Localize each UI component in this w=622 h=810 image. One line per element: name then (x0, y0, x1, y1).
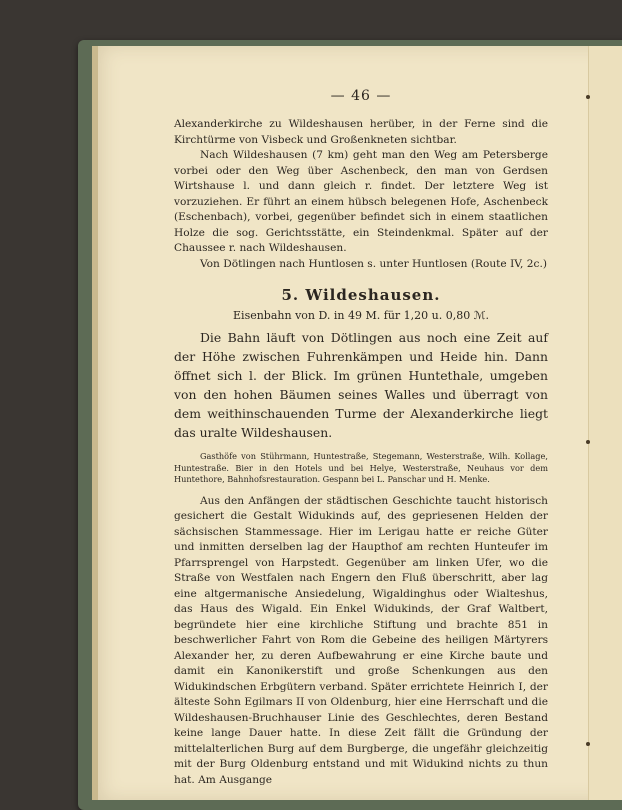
paragraph: Nach Wildeshausen (7 km) geht man den Weg am Petersberge vorbei oder den Weg über Aschenbeck, den man von Gerdsen Wirtshause l. und dann gleich r. findet. Der letztere Weg ist vorzuziehen. Er führt an einem hübsch belegenen Hofe, Aschenbeck (Eschenbach), vorbei, gegenüber befindet sich in einem staatlichen Holze die sog. Gerichtsstätte, ein Steindenkmal. Später auf der Chaussee r. nach Wildeshausen. (174, 149, 548, 254)
hotels-note: Gasthöfe von Stührmann, Huntestraße, Stegemann, Westerstraße, Wilh. Kollage, Huntestraße. Bier in den Hotels und bei Helye, Westerstraße, Neuhaus vor dem Huntethore, Bahnhofsrestauration. Gespann bei L. Panschar und H. Menke. (174, 451, 548, 484)
section-title: 5. Wildeshausen. (281, 286, 441, 304)
next-page-edge (588, 46, 622, 800)
page-content (174, 88, 548, 788)
history-paragraph: Aus den Anfängen der städtischen Geschichte taucht historisch gesichert die Gestalt Widukinds auf, des gepriesenen Helden der sächsischen Stammessage. Hier im Lerigau hatte er reiche Güter und inmitten derselben lag der Haupthof am rechten Hunteufer im Pfarrsprengel von Harpstedt. Gegenüber am linken Ufer, wo die Straße von Westfalen nach Engern den Fluß überschritt, aber lag eine altgermanische Ansiedelung, Wigaldinghus oder Wialteshus, das Haus des Wigald. Ein Enkel Widukinds, der Graf Waltbert, begründete hier eine kirchliche Stiftung und brachte 851 in beschwerlicher Fahrt von Rom die Gebeine des heiligen Märtyrers Alexander her, zu deren Aufbewahrung er eine Kirche baute und damit ein Kanonikerstift und große Schenkungen aus den Widukindschen Erbgütern verband. Später errichtete Heinrich I, der älteste Sohn Egilmars II von Oldenburg, hier eine Herrschaft und die Wildeshausen-Bruchhauser Linie des Geschlechtes, deren Bestand keine lange Dauer hatte. In diese Zeit fällt die Gründung der mittelalterlichen Burg auf dem Burgberge, die ungefähr gleichzeitig mit der Burg Oldenburg entstand und mit Widukind nichts zu thun hat. Am Ausgange (174, 494, 548, 786)
lead-paragraph: Die Bahn läuft von Dötlingen aus noch eine Zeit auf der Höhe zwischen Fuhrenkämpen und Heide hin. Dann öffnet sich l. der Blick. Im grünen Huntethale, umgeben von den hohen Bäumen seines Walles und überragt von dem weithinschauenden Turme der Alexanderkirche liegt das uralte Wildeshausen. (174, 330, 548, 440)
binding-dot (586, 95, 590, 99)
page-number: — 46 — (330, 88, 392, 104)
binding-dot (586, 742, 590, 746)
rail-info: Eisenbahn von D. in 49 M. für 1,20 u. 0,80 ℳ. (233, 309, 489, 322)
binding-dot (586, 440, 590, 444)
paragraph: Von Dötlingen nach Huntlosen s. unter Huntlosen (Route IV, 2c.) (200, 257, 547, 270)
page-gutter (92, 46, 98, 800)
paragraph: Alexanderkirche zu Wildeshausen herüber, in der Ferne sind die Kirchtürme von Visbeck und Großenkneten sichtbar. (174, 118, 548, 146)
